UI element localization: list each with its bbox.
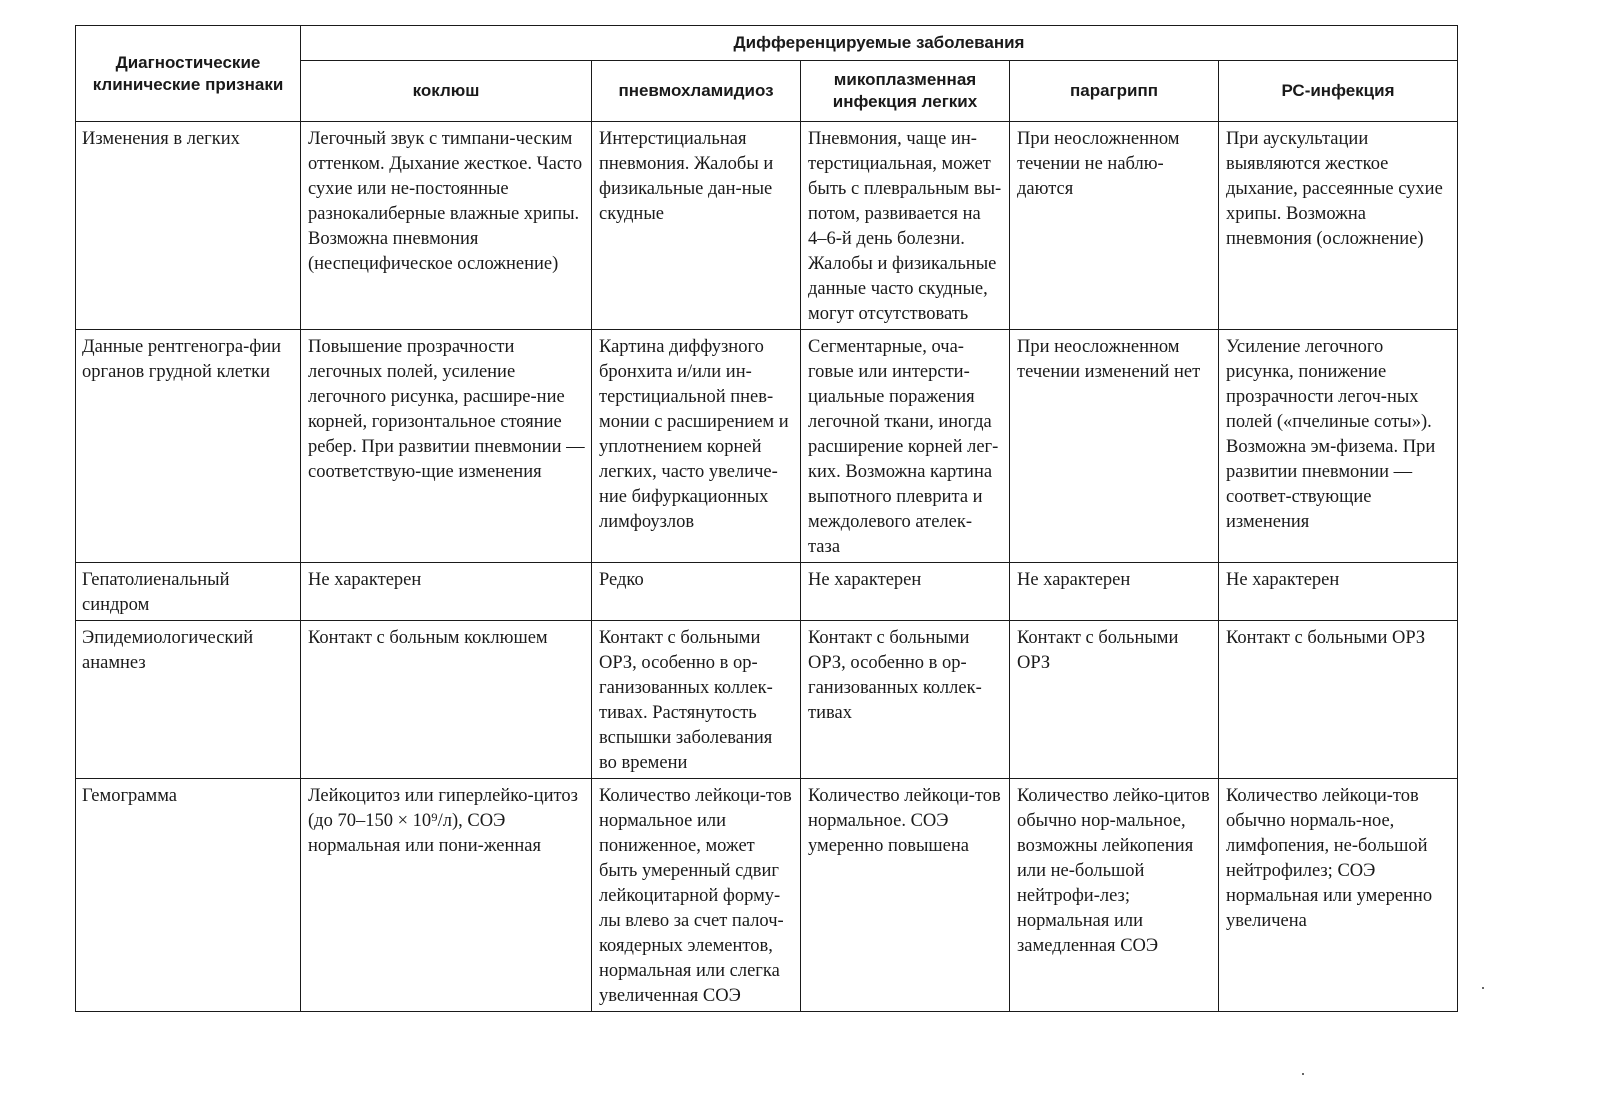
differential-diagnosis-table-container [75, 25, 1457, 1012]
row-label: Гемограмма [76, 779, 301, 1012]
scan-speck [1482, 987, 1484, 989]
column-header-chlamydia: пневмохламидиоз [592, 61, 801, 122]
differential-diagnosis-table [75, 25, 1458, 1012]
table-cell: Количество лейкоци-тов нормальное. СОЭ умеренно повышена [801, 779, 1010, 1012]
table-cell: При неосложненном течении не наблю-даются [1010, 122, 1219, 330]
table-cell: Сегментарные, оча-говые или интерсти-циальные поражения легочной ткани, иногда расширение корней лег-ких. Возможна картина выпотного плеврита и междолевого ателек-таза [801, 330, 1010, 563]
table-cell: Редко [592, 563, 801, 621]
table-cell: Повышение прозрачности легочных полей, усиление легочного рисунка, расшире-ние корней, горизонтальное стояние ребер. При развитии пневмонии — соответствую-щие изменения [301, 330, 592, 563]
table-cell: Контакт с больными ОРЗ, особенно в ор-ганизованных коллек-тивах [801, 621, 1010, 779]
table-cell: Контакт с больными ОРЗ [1010, 621, 1219, 779]
table-cell: Усиление легочного рисунка, понижение прозрачности легоч-ных полей («пчелиные соты»). Возможна эм-физема. При развитии пневмонии — соответ-ствующие изменения [1219, 330, 1458, 563]
row-label: Изменения в легких [76, 122, 301, 330]
column-header-rsv: РС-инфекция [1219, 61, 1458, 122]
column-header-parainfluenza: парагрипп [1010, 61, 1219, 122]
table-cell: Количество лейкоци-тов обычно нормаль-ное, лимфопения, не-большой нейтрофилез; СОЭ нормальная или умеренно увеличена [1219, 779, 1458, 1012]
row-label: Эпидемиологический анамнез [76, 621, 301, 779]
scan-speck [1302, 1073, 1304, 1075]
table-row [76, 621, 1458, 779]
table-cell: Лейкоцитоз или гиперлейко-цитоз (до 70–150 × 10⁹/л), СОЭ нормальная или пони-женная [301, 779, 592, 1012]
table-cell: Не характерен [801, 563, 1010, 621]
table-cell: Пневмония, чаще ин-терстициальная, может быть с плевральным вы-потом, развивается на 4–6-й день болезни. Жалобы и физикальные данные часто скудные, могут отсутствовать [801, 122, 1010, 330]
table-cell: При неосложненном течении изменений нет [1010, 330, 1219, 563]
table-row [76, 122, 1458, 330]
table-cell: Количество лейко-цитов обычно нор-мальное, возможны лейкопения или не-большой нейтрофи-лез; нормальная или замедленная СОЭ [1010, 779, 1219, 1012]
table-row [76, 330, 1458, 563]
column-header-mycoplasma: микоплазменная инфекция легких [801, 61, 1010, 122]
row-label: Гепатолиенальный синдром [76, 563, 301, 621]
table-cell: Не характерен [1219, 563, 1458, 621]
table-cell: Количество лейкоци-тов нормальное или пониженное, может быть умеренный сдвиг лейкоцитарной форму-лы влево за счет палоч-коядерных элементов, нормальная или слегка увеличенная СОЭ [592, 779, 801, 1012]
table-cell: Не характерен [1010, 563, 1219, 621]
table-cell: Не характерен [301, 563, 592, 621]
corner-header: Диагностические клинические признаки [76, 26, 301, 122]
table-cell: Контакт с больным коклюшем [301, 621, 592, 779]
table-cell: При аускультации выявляются жесткое дыхание, рассеянные сухие хрипы. Возможна пневмония (осложнение) [1219, 122, 1458, 330]
column-header-pertussis: коклюш [301, 61, 592, 122]
row-label: Данные рентгеногра-фии органов грудной клетки [76, 330, 301, 563]
table-cell: Контакт с больными ОРЗ [1219, 621, 1458, 779]
table-row [76, 779, 1458, 1012]
table-cell: Картина диффузного бронхита и/или ин-терстициальной пнев-монии с расширением и уплотнением корней легких, часто увеличе-ние бифуркационных лимфоузлов [592, 330, 801, 563]
diseases-group-header: Дифференцируемые заболевания [301, 26, 1458, 61]
table-cell: Контакт с больными ОРЗ, особенно в ор-ганизованных коллек-тивах. Растянутость вспышки заболевания во времени [592, 621, 801, 779]
table-row [76, 563, 1458, 621]
table-cell: Легочный звук с тимпани-ческим оттенком. Дыхание жесткое. Часто сухие или не-постоянные разнокалиберные влажные хрипы. Возможна пневмония (неспецифическое осложнение) [301, 122, 592, 330]
table-cell: Интерстициальная пневмония. Жалобы и физикальные дан-ные скудные [592, 122, 801, 330]
